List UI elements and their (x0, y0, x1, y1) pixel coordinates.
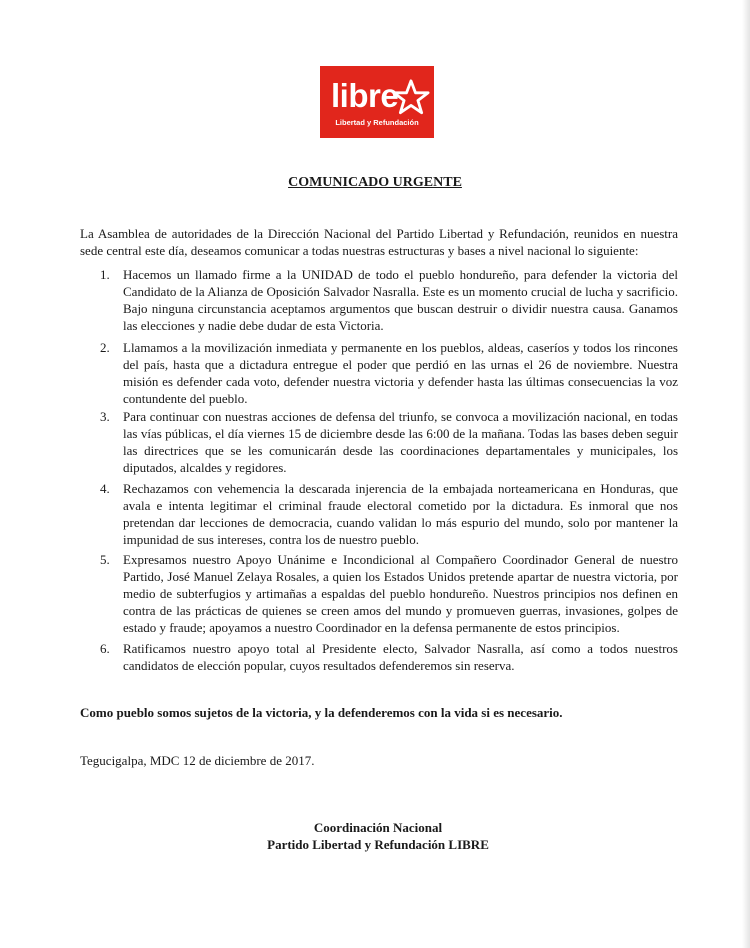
date-line: Tegucigalpa, MDC 12 de diciembre de 2017. (80, 753, 315, 768)
page-edge-shadow (742, 0, 750, 948)
list-item-number: 4. (100, 481, 110, 496)
signature-line-1: Coordinación Nacional (313, 820, 443, 835)
list-item-text: Ratificamos nuestro apoyo total al Presidente electo, Salvador Nasralla, así como a todos nuestros candidatos de elección popular, cuyos resultados defenderemos sin reserva. (123, 641, 678, 673)
list-item-number: 2. (100, 340, 110, 355)
list-item (80, 480, 678, 548)
list-item (80, 551, 678, 636)
list-item-text: Llamamos a la movilización inmediata y permanente en los pueblos, aldeas, caseríos y todos los rincones del país, hasta que a dictadura entregue el poder que perdió en las urnas el 26 de noviembre. Nuestra misión es defender cada voto, defender nuestra victoria y defender hasta las últimas consecuencias la voz contundente del pueblo. (123, 340, 678, 406)
list-item-number: 3. (100, 409, 110, 424)
list-item-text: Rechazamos con vehemencia la descarada injerencia de la embajada norteamericana en Honduras, que avala e intenta legitimar el criminal fraude electoral cometido por la dictadura. Es inmoral que nos pretendan dar lecciones de democracia, cuando validan lo más espurio del mundo, solo por mantener la impunidad de sus intereses, contra los de nuestro pueblo. (123, 481, 678, 547)
list-item (80, 266, 678, 334)
logo-subtitle: Libertad y Refundación (335, 118, 419, 127)
list-item (80, 339, 678, 407)
list-item (80, 408, 678, 476)
closing-statement: Como pueblo somos sujetos de la victoria, y la defenderemos con la vida si es necesario. (80, 705, 563, 720)
list-item-text: Hacemos un llamado firme a la UNIDAD de todo el pueblo hondureño, para defender la victoria del Candidato de la Alianza de Oposición Salvador Nasralla. Este es un momento crucial de lucha y sacrificio. Bajo ninguna circunstancia aceptamos argumentos que buscan destruir o dividir nuestra causa. Ganamos las elecciones y nadie debe dudar de esta Victoria. (123, 267, 678, 333)
signature-line-2: Partido Libertad y Refundación LIBRE (267, 837, 489, 852)
libre-logo (320, 66, 434, 138)
list-item-number: 6. (100, 641, 110, 656)
star-icon (392, 79, 430, 117)
document-title: COMUNICADO URGENTE (288, 175, 462, 190)
list-item (80, 640, 678, 674)
intro-paragraph: La Asamblea de autoridades de la Dirección Nacional del Partido Libertad y Refundación, reunidos en nuestra sede central este día, deseamos comunicar a todas nuestras estructuras y bases a nivel nacional lo siguiente: (80, 226, 678, 258)
list-item-text: Expresamos nuestro Apoyo Unánime e Incondicional al Compañero Coordinador General de nuestro Partido, José Manuel Zelaya Rosales, a quien los Estados Unidos pretende apartar de nuestra victoria, por medio de subterfugios y artimañas a espaldas del pueblo hondureño. Nuestros principios nos definen en contra de las prácticas de quienes se creen amos del mundo y promueven guerras, invasiones, golpes de estado y fraude; apoyamos a nuestro Coordinador en la defensa permanente de estos principios. (123, 552, 678, 635)
list-item-number: 5. (100, 552, 110, 567)
list-item-number: 1. (100, 267, 110, 282)
logo-wordmark: libre (331, 77, 399, 114)
list-item-text: Para continuar con nuestras acciones de defensa del triunfo, se convoca a movilización nacional, en todas las vías públicas, el día viernes 15 de diciembre desde las 6:00 de la mañana. Todas las bases deben seguir las directrices que se les comunicarán desde las coordinaciones departamentales y municipales, los diputados, alcaldes y regidores. (123, 409, 678, 475)
